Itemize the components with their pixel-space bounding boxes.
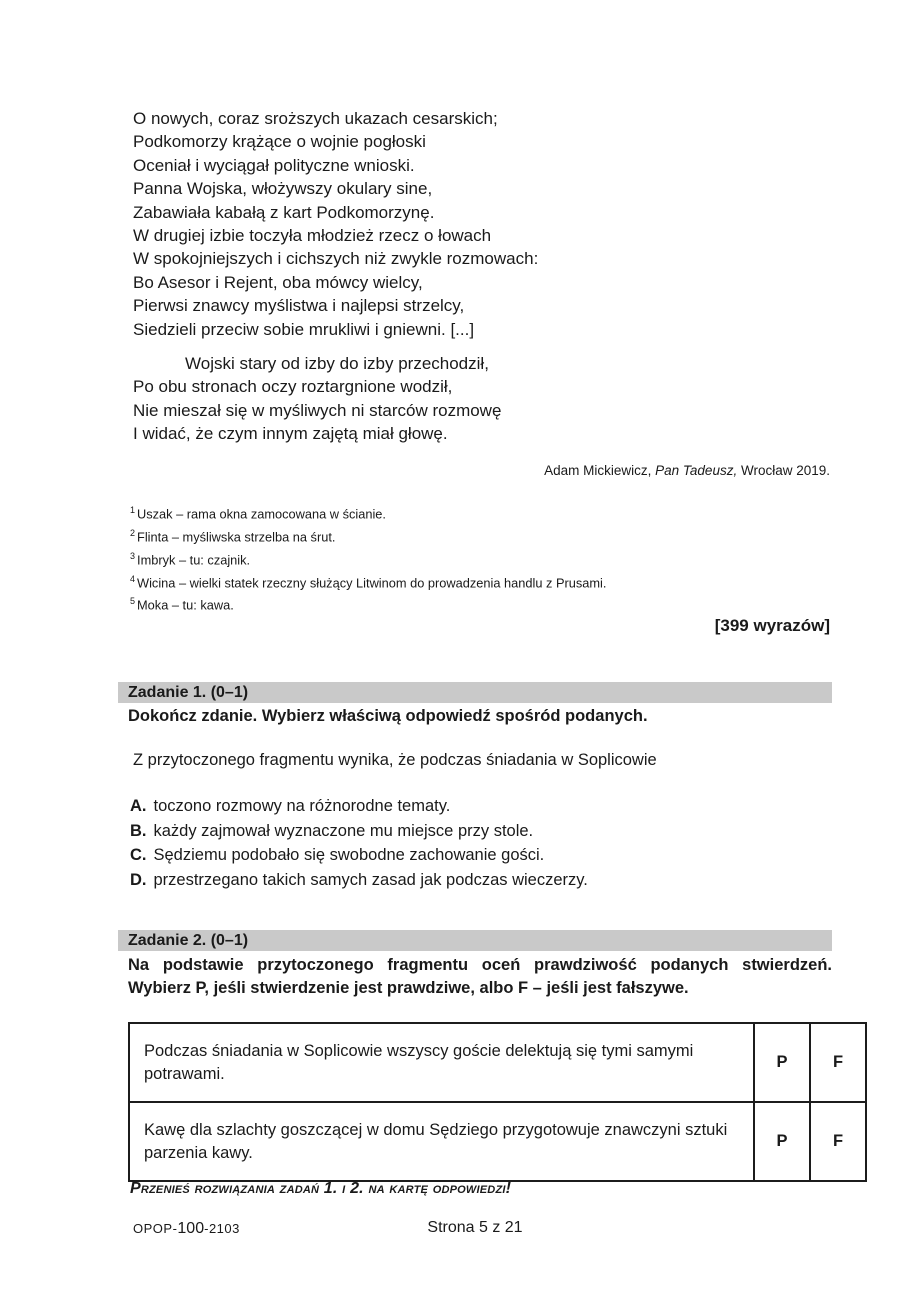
poem-line: Pierwsi znawcy myślistwa i najlepsi strzelcy, xyxy=(133,296,465,316)
poem-line: Podkomorzy krążące o wojnie pogłoski xyxy=(133,132,426,152)
true-false-table xyxy=(128,1022,867,1182)
poem-line: O nowych, coraz sroższych ukazach cesarskich; xyxy=(133,109,498,128)
false-cell: F xyxy=(810,1023,866,1102)
poem-line: W drugiej izbie toczyła młodzież rzecz o łowach xyxy=(133,226,492,246)
option-text: przestrzegano takich samych zasad jak podczas wieczerzy. xyxy=(153,870,588,889)
true-cell: P xyxy=(754,1023,810,1102)
task1-header: Zadanie 1. (0–1) xyxy=(128,684,249,701)
footnote xyxy=(130,524,606,547)
attribution-author: Adam Mickiewicz, xyxy=(544,463,656,478)
footnote-text: Uszak – rama okna zamocowana w ścianie. xyxy=(137,506,386,522)
footnote-number: 3 xyxy=(130,550,136,561)
table-row xyxy=(129,1023,866,1102)
option-text: każdy zajmował wyznaczone mu miejsce przy stole. xyxy=(153,821,534,840)
poem-line: Panna Wojska, włożywszy okulary sine, xyxy=(133,179,433,199)
exam-code xyxy=(133,1220,240,1238)
footnote-number: 5 xyxy=(130,596,136,607)
statement-cell: Kawę dla szlachty goszczącej w domu Sędziego przygotowuje znawczyni sztuki parzenia kawy. xyxy=(129,1102,754,1181)
task2-header-bar xyxy=(118,930,832,951)
option-c xyxy=(130,843,588,868)
option-d xyxy=(130,868,588,893)
true-cell: P xyxy=(754,1102,810,1181)
task2-header: Zadanie 2. (0–1) xyxy=(128,932,249,949)
footnote-number: 4 xyxy=(130,573,136,584)
poem-stanza-2 xyxy=(133,352,501,446)
exam-code-suffix: -2103 xyxy=(204,1221,240,1236)
table-row xyxy=(129,1102,866,1181)
poem-line: Wojski stary od izby do izby przechodził, xyxy=(185,354,489,373)
task1-stem: Z przytoczonego fragmentu wynika, że podczas śniadania w Soplicowie xyxy=(133,751,657,769)
poem-line: Zabawiała kabałą z kart Podkomorzynę. xyxy=(133,202,435,222)
attribution-place-year: Wrocław 2019. xyxy=(737,463,830,478)
footnote xyxy=(130,592,606,615)
word-count: [399 wyrazów] xyxy=(714,616,830,635)
option-letter: C. xyxy=(130,846,147,865)
footnote-text: Imbryk – tu: czajnik. xyxy=(137,551,251,567)
option-text: toczono rozmowy na różnorodne tematy. xyxy=(153,797,451,815)
false-cell: F xyxy=(810,1102,866,1181)
attribution-title: Pan Tadeusz, xyxy=(655,463,738,478)
poem-line: Bo Asesor i Rejent, oba mówcy wielcy, xyxy=(133,272,423,292)
task1-options xyxy=(130,794,588,892)
option-letter: B. xyxy=(130,821,147,840)
option-a xyxy=(130,794,588,819)
task1-instruction: Dokończ zdanie. Wybierz właściwą odpowiedź spośród podanych. xyxy=(128,707,648,725)
poem-line: I widać, że czym innym zajętą miał głowę. xyxy=(133,424,448,444)
footnote-text: Moka – tu: kawa. xyxy=(137,597,234,613)
source-attribution xyxy=(118,463,830,478)
option-letter: D. xyxy=(130,870,147,889)
footnote-text: Flinta – myśliwska strzelba na śrut. xyxy=(137,529,336,545)
option-text: Sędziemu podobało się swobodne zachowanie gości. xyxy=(153,846,545,865)
poem-line: Siedzieli przeciw sobie mrukliwi i gniewni. [...] xyxy=(133,319,475,339)
footnote-text: Wicina – wielki statek rzeczny służący Litwinom do prowadzenia handlu z Prusami. xyxy=(137,574,607,590)
option-letter: A. xyxy=(130,797,147,815)
footnote-number: 2 xyxy=(130,527,136,538)
poem-line: Oceniał i wyciągał polityczne wnioski. xyxy=(133,155,415,175)
poem-line: Po obu stronach oczy roztargnione wodził, xyxy=(133,377,453,397)
option-b xyxy=(130,819,588,844)
poem-stanza-1 xyxy=(133,107,538,341)
task2-instruction: Na podstawie przytoczonego fragmentu oceń prawdziwość podanych stwierdzeń. Wybierz P, jeśli stwierdzenie jest prawdziwe, albo F – jeśli jest fałszywe. xyxy=(128,956,832,997)
page-number: Strona 5 z 21 xyxy=(427,1219,523,1236)
task1-header-bar xyxy=(118,682,832,703)
footnote xyxy=(130,501,606,524)
footnote xyxy=(130,547,606,570)
transfer-answers-note: Przenieś rozwiązania zadań 1. i 2. na kartę odpowiedzi! xyxy=(130,1180,512,1197)
footnote xyxy=(130,570,606,593)
exam-code-prefix: OPOP- xyxy=(133,1221,178,1236)
poem-line: Nie mieszał się w myśliwych ni starców rozmowę xyxy=(133,400,502,420)
statement-cell: Podczas śniadania w Soplicowie wszyscy goście delektują się tymi samymi potrawami. xyxy=(129,1023,754,1102)
poem-line: W spokojniejszych i cichszych niż zwykle rozmowach: xyxy=(133,249,539,269)
footnotes xyxy=(130,501,606,615)
footnote-number: 1 xyxy=(130,505,136,515)
exam-code-mid: 100 xyxy=(177,1220,205,1237)
